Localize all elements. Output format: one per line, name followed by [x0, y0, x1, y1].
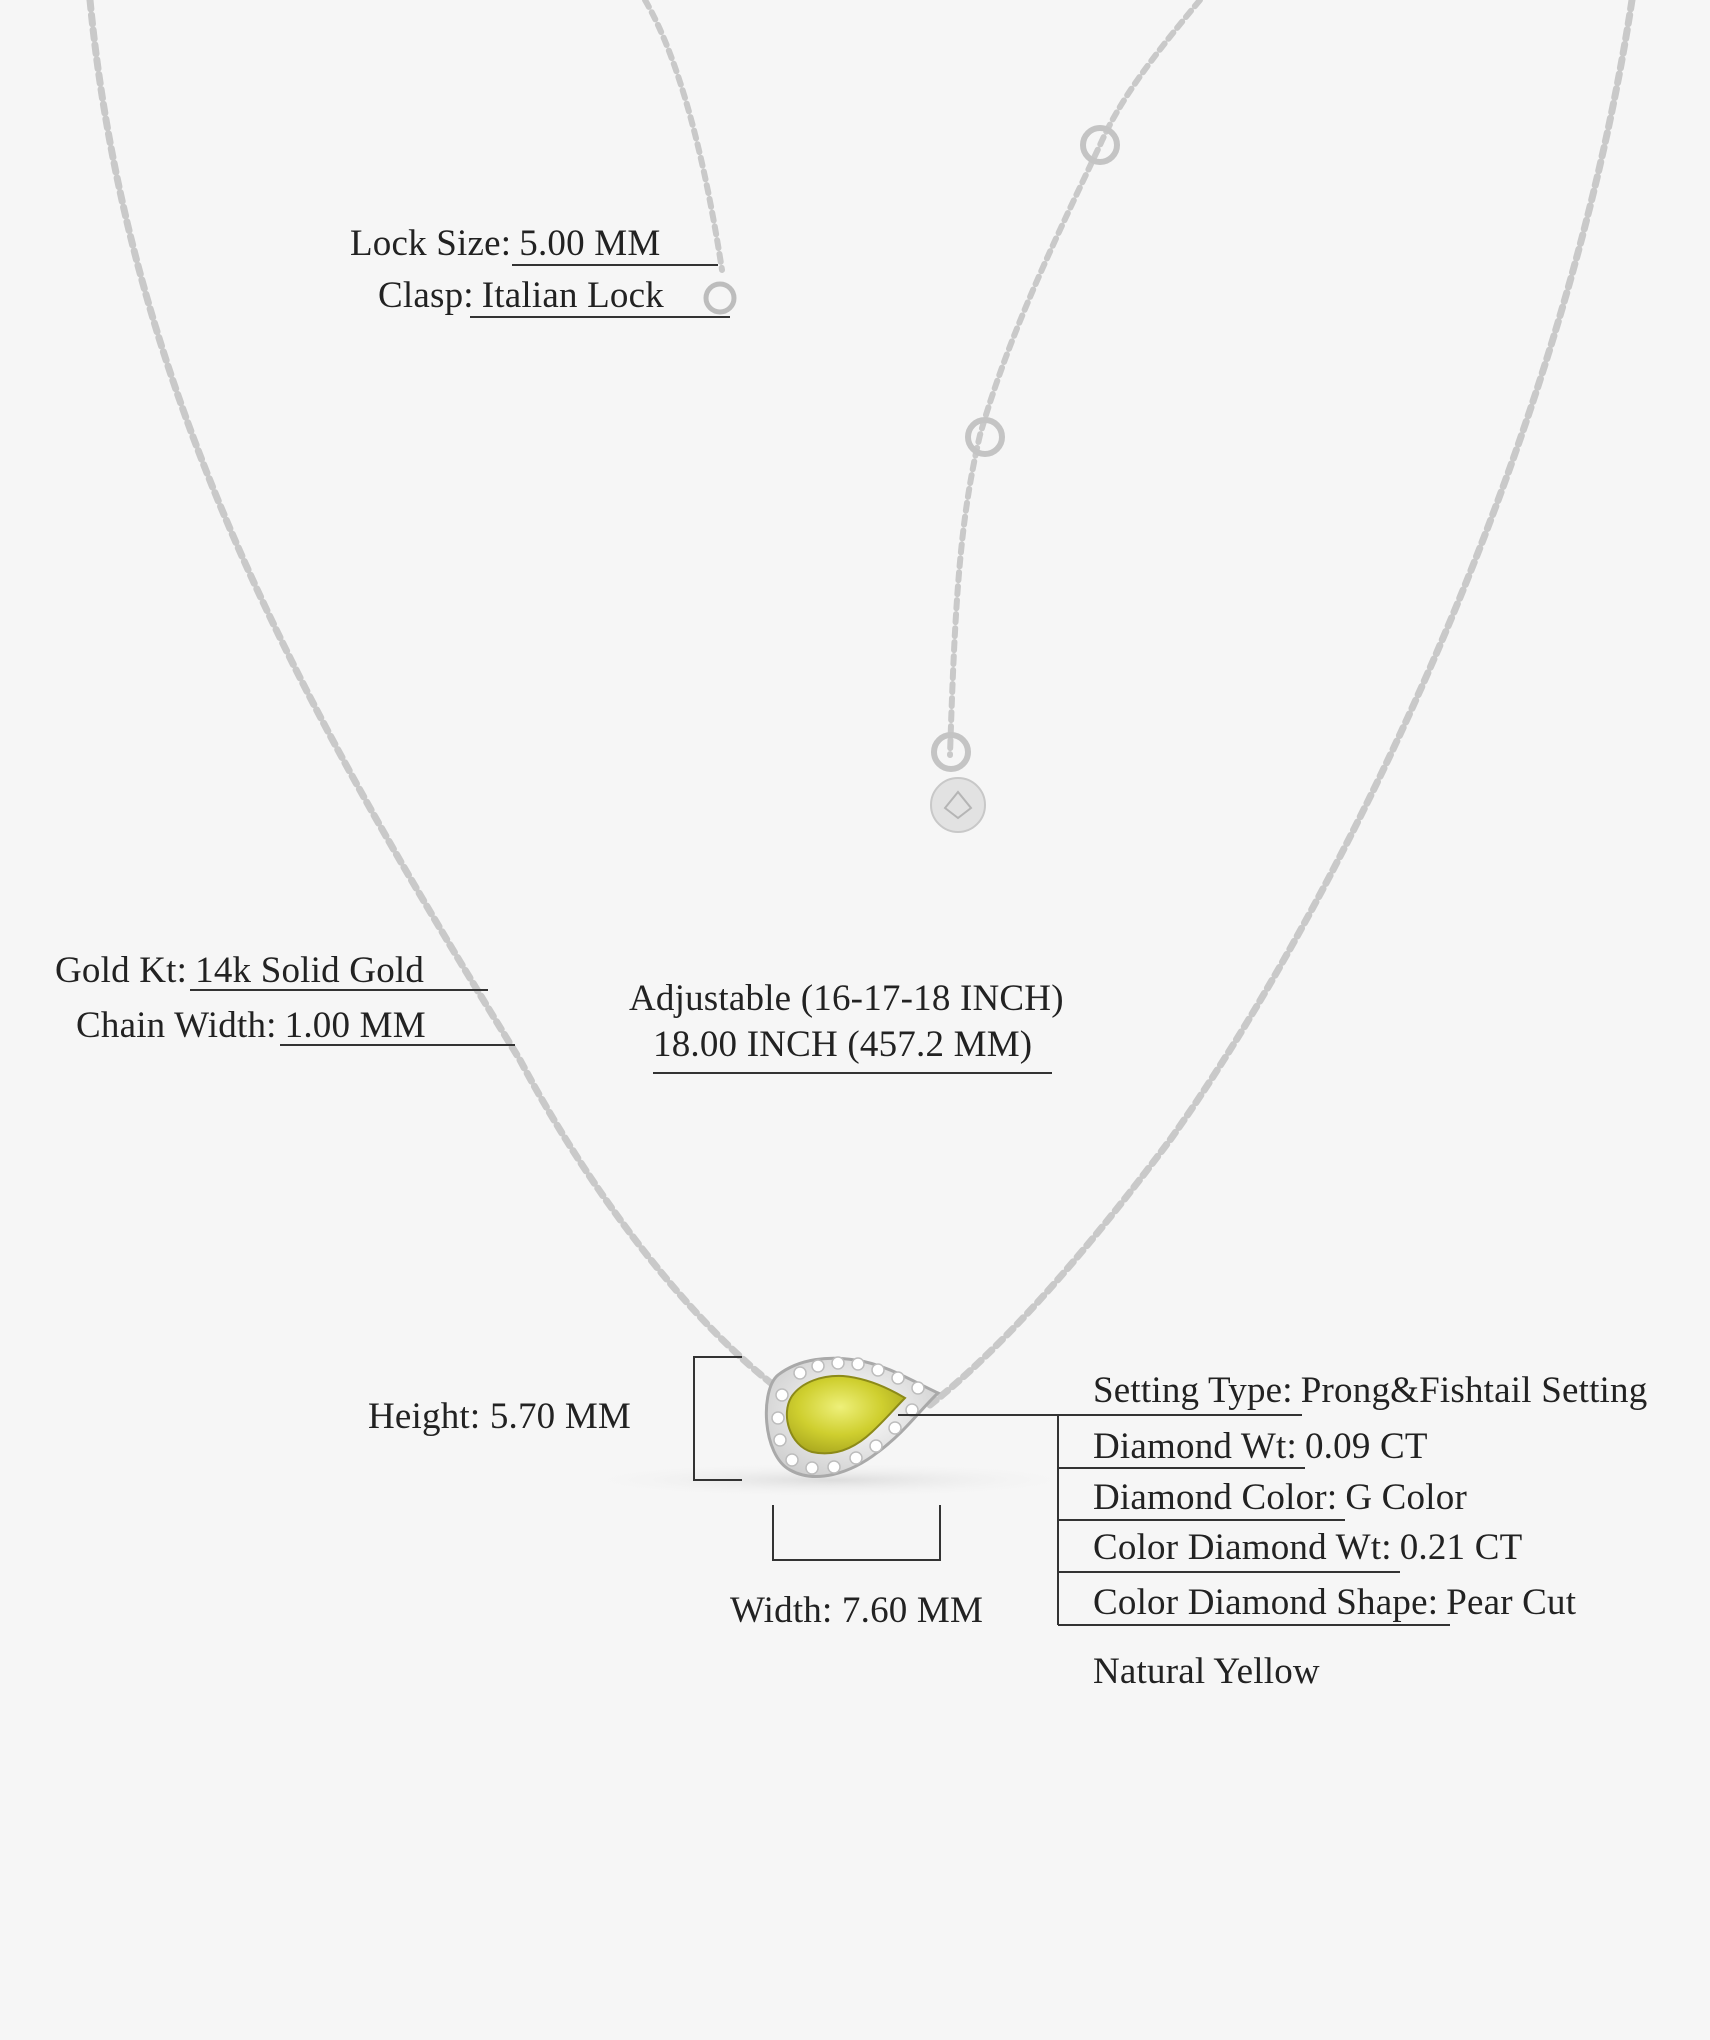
color-diamond-wt-value: 0.21 CT	[1399, 1527, 1523, 1568]
color-diamond-shape-spec	[1093, 1584, 1576, 1621]
chain-width-value: 1.00 MM	[284, 1005, 426, 1046]
diamond-color-spec	[1093, 1479, 1467, 1516]
diamond-wt-value: 0.09 CT	[1304, 1426, 1428, 1467]
clasp-value: Italian Lock	[481, 275, 664, 316]
pear-pendant	[766, 1357, 938, 1476]
chain-width-label: Chain Width:	[76, 1005, 277, 1046]
gold-kt-spec	[55, 952, 424, 989]
clasp-spec	[378, 277, 664, 314]
color-diamond-wt-label: Color Diamond Wt:	[1093, 1527, 1392, 1568]
setting-type-value: Prong&Fishtail Setting	[1300, 1370, 1648, 1411]
color-diamond-note: Natural Yellow	[1093, 1651, 1320, 1692]
adjustable-length: Adjustable (16-17-18 INCH)	[629, 978, 1064, 1019]
brand-tag-icon	[931, 778, 985, 832]
width-bracket	[773, 1505, 940, 1560]
clasp-label: Clasp:	[378, 275, 474, 316]
lock-size-value: 5.00 MM	[519, 223, 661, 264]
lock-size-spec	[350, 225, 660, 262]
gold-kt-label: Gold Kt:	[55, 950, 188, 991]
clasp-ring	[706, 284, 734, 312]
chain-right-strand	[930, 0, 1632, 1405]
chain-left-strand	[90, 0, 780, 1390]
chain-extender-strand	[950, 0, 1200, 755]
setting-type-spec	[1093, 1372, 1647, 1409]
lock-size-label: Lock Size:	[350, 223, 512, 264]
diamond-wt-label: Diamond Wt:	[1093, 1426, 1297, 1467]
setting-type-label: Setting Type:	[1093, 1370, 1293, 1411]
color-diamond-shape-label: Color Diamond Shape:	[1093, 1582, 1439, 1623]
gold-kt-value: 14k Solid Gold	[195, 950, 425, 991]
diamond-color-label: Diamond Color:	[1093, 1477, 1338, 1518]
diamond-wt-spec	[1093, 1428, 1428, 1465]
total-length: 18.00 INCH (457.2 MM)	[653, 1024, 1033, 1065]
color-diamond-shape-value: Pear Cut	[1446, 1582, 1577, 1623]
diamond-color-value: G Color	[1345, 1477, 1467, 1518]
height-bracket	[694, 1357, 742, 1480]
chain-width-spec	[76, 1007, 426, 1044]
pendant-height: Height: 5.70 MM	[368, 1396, 632, 1437]
color-diamond-wt-spec	[1093, 1529, 1522, 1566]
pendant-width: Width: 7.60 MM	[730, 1590, 984, 1631]
